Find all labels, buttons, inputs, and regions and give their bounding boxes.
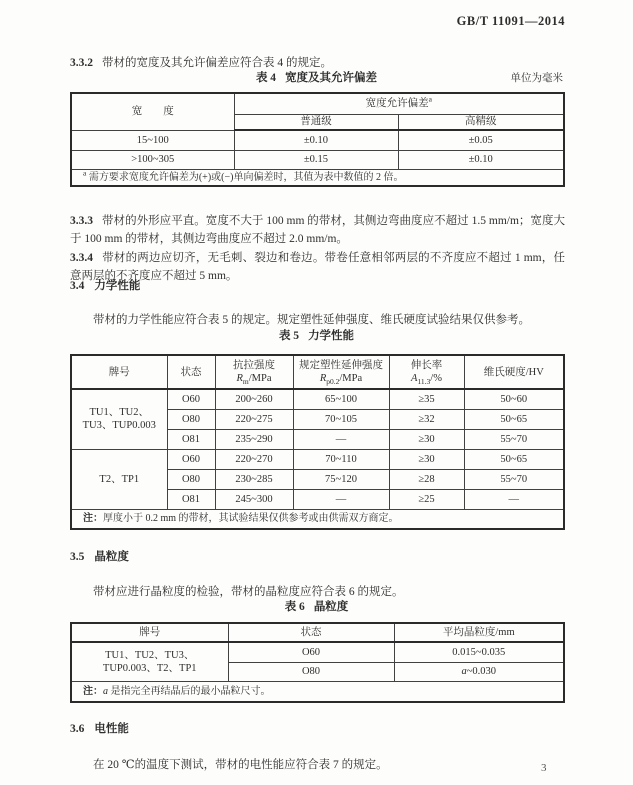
table4-unit-note: 单位为毫米 [510,73,563,84]
elongation-cell: ≥35 [389,389,464,409]
elongation-cell: ≥25 [389,489,464,509]
symbol-subscript: m [242,377,249,387]
header-label: 伸长率 [410,360,443,371]
grade-cell [71,449,167,509]
temper-cell: O60 [167,449,215,469]
table5-note-row [71,509,564,529]
elongation-cell: ≥28 [389,469,464,489]
table5-caption-number: 表 5 [278,330,300,342]
heading-text: 晶粒度 [94,551,129,563]
table5-header-tensile [215,355,293,389]
tensile-cell: 220~275 [215,409,293,429]
table5-header-grade: 牌号 [71,355,167,389]
table-row [71,389,564,409]
table6-caption-number: 表 6 [284,601,305,613]
page-number: 3 [541,762,547,774]
section-number: 3.4 [70,280,85,292]
symbol: a [103,685,108,697]
proof-cell: 70~105 [293,409,389,429]
temper-cell: O60 [228,642,394,662]
header-label: 宽 度 [131,106,174,118]
table6-header-grain: 平均晶粒度/mm [394,623,564,642]
table4-header-tolerance [234,93,564,114]
temper-cell: O81 [167,429,215,449]
heading-3-6 [70,720,565,736]
heading-3-5 [70,548,565,564]
tolerance-cell: ±0.10 [398,150,564,169]
unit: /% [430,373,442,384]
unit: /MPa [339,373,363,384]
table4-caption-title: 宽度及其允许偏差 [285,72,378,84]
table6-header-grade: 牌号 [71,623,228,642]
table-row [71,150,564,169]
paragraph-text: 带材的两边应切齐，无毛刺、裂边和卷边。带卷任意相邻两层的不齐度应不超过 1 mm，任意两层的不齐度应不超过 5 mm。 [70,251,565,282]
para-3-5: 带材应进行晶粒度的检验，带材的晶粒度应符合表 6 的规定。 [93,585,404,598]
symbol: a [461,666,467,677]
table5-header-hardness: 维氏硬度/HV [464,355,564,389]
table5-header-temper: 状态 [167,355,215,389]
note-text: 厚度小于 0.2 mm 的带材，其试验结果仅供参考或由供需双方商定。 [103,513,399,525]
section-number: 3.5 [70,551,85,563]
grade-line: TU1、TU2、 [89,407,149,419]
hardness-cell: — [464,489,564,509]
section-number: 3.3.3 [70,214,93,227]
grade-cell [71,389,167,449]
tolerance-cell: ±0.05 [398,130,564,150]
footnote-marker: a [83,168,87,178]
table4-header-high-grade: 高精级 [398,114,564,130]
note-label: 注： [83,513,103,525]
symbol-subscript: p0.2 [326,377,340,387]
symbol: R [236,373,243,384]
symbol-subscript: 11.3 [417,377,431,387]
elongation-cell: ≥30 [389,429,464,449]
header-label: 抗拉强度 [233,360,275,371]
proof-cell: — [293,429,389,449]
table4-header-width [71,93,234,130]
standard-number-header: GB/T 11091—2014 [456,14,565,28]
heading-3-4 [70,277,565,293]
tolerance-cell: ±0.10 [234,130,398,150]
table6-header-row [71,623,564,642]
table6-grain-size [70,622,565,703]
width-range-cell: 15~100 [71,130,234,150]
tensile-cell: 220~270 [215,449,293,469]
grade-line: TUP0.003、T2、TP1 [102,662,197,674]
para-3-3-3 [70,212,565,248]
table-row [71,642,564,662]
table4-header-normal-grade: 普通级 [234,114,398,130]
temper-cell: O80 [167,469,215,489]
paragraph-text: 带材的宽度及其允许偏差应符合表 4 的规定。 [102,56,332,69]
hardness-cell: 50~60 [464,389,564,409]
grade-line: TU1、TU2、TU3、 [105,649,195,661]
proof-cell: 70~110 [293,449,389,469]
table4-footnote [71,169,564,186]
temper-cell: O80 [167,409,215,429]
table4-caption-number: 表 4 [255,72,277,84]
section-number: 3.3.4 [70,251,93,264]
hardness-cell: 55~70 [464,429,564,449]
symbol: A [411,373,418,384]
paragraph-text: 带材的外形应平直。宽度不大于 100 mm 的带材，其侧边弯曲度应不超过 1.5 mm/m；宽度大于 100 mm 的带材，其侧边弯曲度应不超过 2.0 mm/m。 [70,214,565,245]
note-text: 是指完全再结晶后的最小晶粒尺寸。 [108,685,271,697]
heading-text: 力学性能 [94,280,141,292]
para-3-4: 带材的力学性能应符合表 5 的规定。规定塑性延伸强度、维氏硬度试验结果仅供参考。 [93,313,530,326]
table5-caption-title: 力学性能 [308,330,355,342]
footnote-marker: a [428,94,432,104]
symbol: R [319,373,327,384]
temper-cell: O81 [167,489,215,509]
unit: /MPa [248,373,272,384]
proof-cell: 65~100 [293,389,389,409]
tensile-cell: 200~260 [215,389,293,409]
table-row [71,449,564,469]
table-row [71,130,564,150]
tensile-cell: 245~300 [215,489,293,509]
table5-header-elongation [389,355,464,389]
table5-caption [70,327,563,343]
table6-caption [70,598,563,614]
elongation-cell: ≥30 [389,449,464,469]
grade-line: T2、TP1 [99,473,140,485]
hardness-cell: 50~65 [464,409,564,429]
temper-cell: O60 [167,389,215,409]
table6-note-row [71,681,564,702]
hardness-cell: 50~65 [464,449,564,469]
width-range-cell: >100~305 [71,150,234,169]
tensile-cell: 230~285 [215,469,293,489]
footnote-text: 需方要求宽度允许偏差为(+)或(−)单向偏差时，其值为表中数值的 2 倍。 [88,171,404,183]
hardness-cell: 55~70 [464,469,564,489]
grade-cell [71,642,228,681]
elongation-cell: ≥32 [389,409,464,429]
table6-header-temper: 状态 [228,623,394,642]
grain-size-cell: 0.015~0.035 [394,642,564,662]
proof-cell: 75~120 [293,469,389,489]
table4-footnote-row [71,169,564,186]
table6-caption-title: 晶粒度 [313,601,349,613]
grain-size-cell [394,662,564,681]
table6-note [71,681,564,702]
section-number: 3.6 [70,723,85,735]
table5-note [71,509,564,529]
heading-text: 电性能 [94,723,129,735]
tolerance-cell: ±0.15 [234,150,398,169]
table4-width-tolerance [70,92,565,187]
table5-mechanical-properties [70,354,565,530]
grain-size-value: ~0.030 [466,666,497,677]
table4-header-row1 [71,93,564,114]
para-3-6: 在 20 ℃的温度下测试，带材的电性能应符合表 7 的规定。 [93,758,388,771]
proof-cell: — [293,489,389,509]
header-label: 规定塑性延伸强度 [299,360,383,371]
section-number: 3.3.2 [70,56,93,69]
grade-line: TU3、TUP0.003 [82,420,156,432]
header-label: 宽度允许偏差 [365,98,429,110]
note-label: 注： [83,685,103,697]
table5-header-row [71,355,564,389]
tensile-cell: 235~290 [215,429,293,449]
table5-header-proof-strength [293,355,389,389]
temper-cell: O80 [228,662,394,681]
